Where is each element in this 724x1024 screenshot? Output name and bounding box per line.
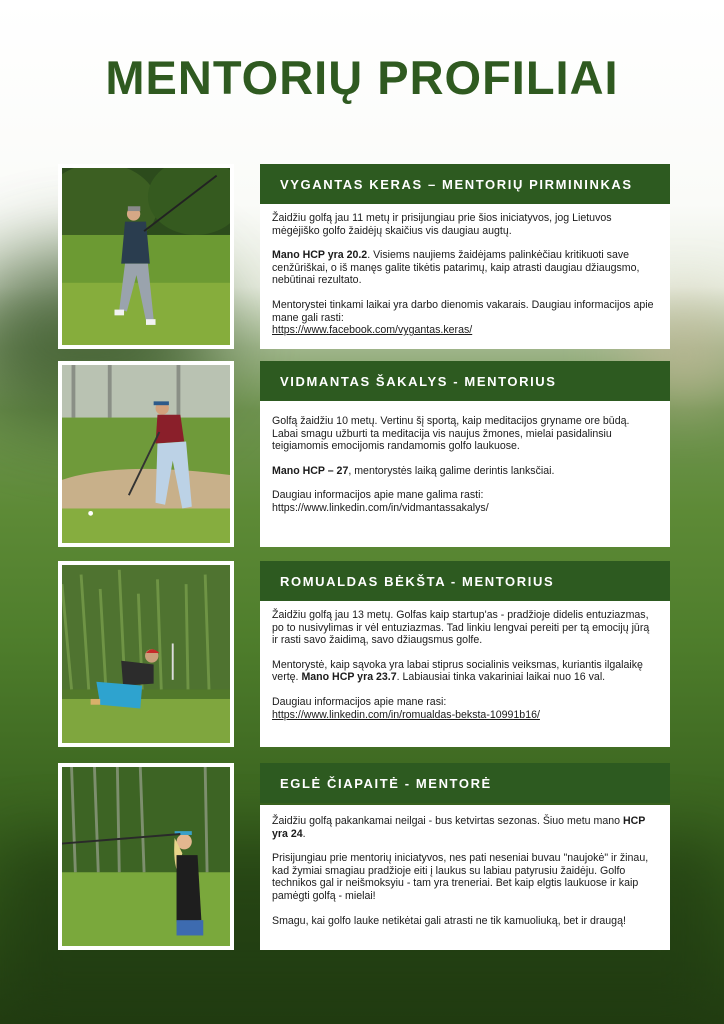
mentor-bio-text: Mentorystė, kaip sąvoka yra labai stiprus socialinis veiksmas, kuriantis ilgalaikę vertę. xyxy=(272,658,643,684)
mentor-bio-paragraph xyxy=(272,489,658,514)
mentor-bio-vygantas xyxy=(260,204,670,349)
mentor-hcp: Mano HCP yra 20.2 xyxy=(272,249,368,262)
mentor-header-egle: EGLĖ ČIAPAITĖ - MENTORĖ xyxy=(260,763,670,803)
mentor-bio-egle xyxy=(260,805,670,950)
mentor-bio-paragraph xyxy=(272,249,658,287)
mentor-bio-paragraph xyxy=(272,299,658,337)
mentor-header-vidmantas: VIDMANTAS ŠAKALYS - MENTORIUS xyxy=(260,361,670,401)
mentor-bio-paragraph: Smagu, kai golfo lauke netikėtai gali atrasti ne tik kamuoliuką, bet ir draugą! xyxy=(272,914,626,927)
mentor-contact-text: Mentorystei tinkami laikai yra darbo dienomis vakarais. Daugiau informacijos apie mane gali rasti: xyxy=(272,298,654,324)
mentor-photo-vygantas xyxy=(58,164,234,349)
mentor-header-romualdas: ROMUALDAS BĖKŠTA - MENTORIUS xyxy=(260,561,670,601)
mentor-bio-text: . Labiausiai tinka vakariniai laikai nuo 16 val. xyxy=(396,671,606,684)
mentor-contact-text: Daugiau informacijos apie mane rasi: xyxy=(272,695,447,708)
mentor-bio-romualdas xyxy=(260,601,670,747)
mentor-bio-paragraph xyxy=(272,659,658,684)
mentor-hcp: Mano HCP yra 23.7 xyxy=(301,671,397,684)
mentor-bio-paragraph: Žaidžiu golfą jau 11 metų ir prisijungiau prie šios iniciatyvos, jog Lietuvos mėgėjiško golfo žaidėjų skaičius vis daugiau augtų. xyxy=(272,212,612,237)
mentor-card-egle xyxy=(58,763,670,950)
mentor-bio-paragraph: Prisijungiau prie mentorių iniciatyvos, nes pati neseniai buvau "naujokė" ir žinau, kad žymiai smagiau pradžioje eiti į laukus su labiau patyrusiu žaidėju. Golfo technikos gal ir neišmoksyiu - tam yra treneriai. Bet kaip elgtis laukuose ir kaip pamėgti golfą - mielai! xyxy=(272,852,649,902)
mentor-bio-paragraph xyxy=(272,696,658,721)
mentor-bio-text: . xyxy=(302,827,306,840)
mentor-bio-vidmantas xyxy=(260,401,670,547)
mentor-bio-paragraph xyxy=(272,815,658,840)
mentor-hcp: HCP yra 24 xyxy=(272,815,646,840)
mentor-photo-egle xyxy=(58,763,234,950)
mentor-bio-paragraph: Golfą žaidžiu 10 metų. Vertinu šį sportą, kaip meditacijos gryname ore būdą. Labai smagu užburti ta meditacija vis naujus žmones, mielai pasidalinsiu teigiamomis emocijomis randamomis golfo laukuose. xyxy=(272,415,630,453)
page-title: MENTORIŲ PROFILIAI xyxy=(105,51,619,104)
mentor-photo-romualdas xyxy=(58,561,234,747)
mentor-bio-text: , mentorystės laiką galime derintis lanksčiai. xyxy=(348,464,555,477)
mentor-bio-text: Žaidžiu golfą pakankamai neilgai - bus ketvirtas sezonas. Šiuo metu mano xyxy=(272,815,623,827)
mentor-card-vidmantas xyxy=(58,361,670,547)
mentor-contact-text: Daugiau informacijos apie mane galima rasti: xyxy=(272,489,484,502)
mentor-bio-paragraph xyxy=(272,465,658,478)
mentor-header-vygantas: VYGANTAS KERAS – MENTORIŲ PIRMININKAS xyxy=(260,164,670,204)
mentor-linkedin-link[interactable]: https://www.linkedin.com/in/romualdas-beksta-10991b16/ xyxy=(272,708,540,721)
mentor-bio-text: . Visiems naujiems žaidėjams palinkėčiau kritikuoti save cenžūriškai, o iš manęs galite tikėtis patarimų, kaip atrasti daugiau džiaugsmo, nebūtinai rezultato. xyxy=(272,249,640,287)
mentor-facebook-link[interactable]: https://www.facebook.com/vygantas.keras/ xyxy=(272,324,473,337)
mentor-linkedin-text: https://www.linkedin.com/in/vidmantassakalys/ xyxy=(272,501,489,514)
mentor-bio-paragraph: Žaidžiu golfą jau 13 metų. Golfas kaip startup'as - pradžioje didelis entuziazmas, po to nusivylimas ir vėl entuziazmas. Tad linkiu lengvai pereiti per tą emocijų jūrą ir rasti savo žaidimą, savo džiaugsmus golfe. xyxy=(272,609,650,647)
mentor-hcp: Mano HCP – 27 xyxy=(272,464,349,477)
mentor-card-vygantas xyxy=(58,164,670,349)
mentor-card-romualdas xyxy=(58,561,670,747)
mentor-photo-vidmantas xyxy=(58,361,234,547)
